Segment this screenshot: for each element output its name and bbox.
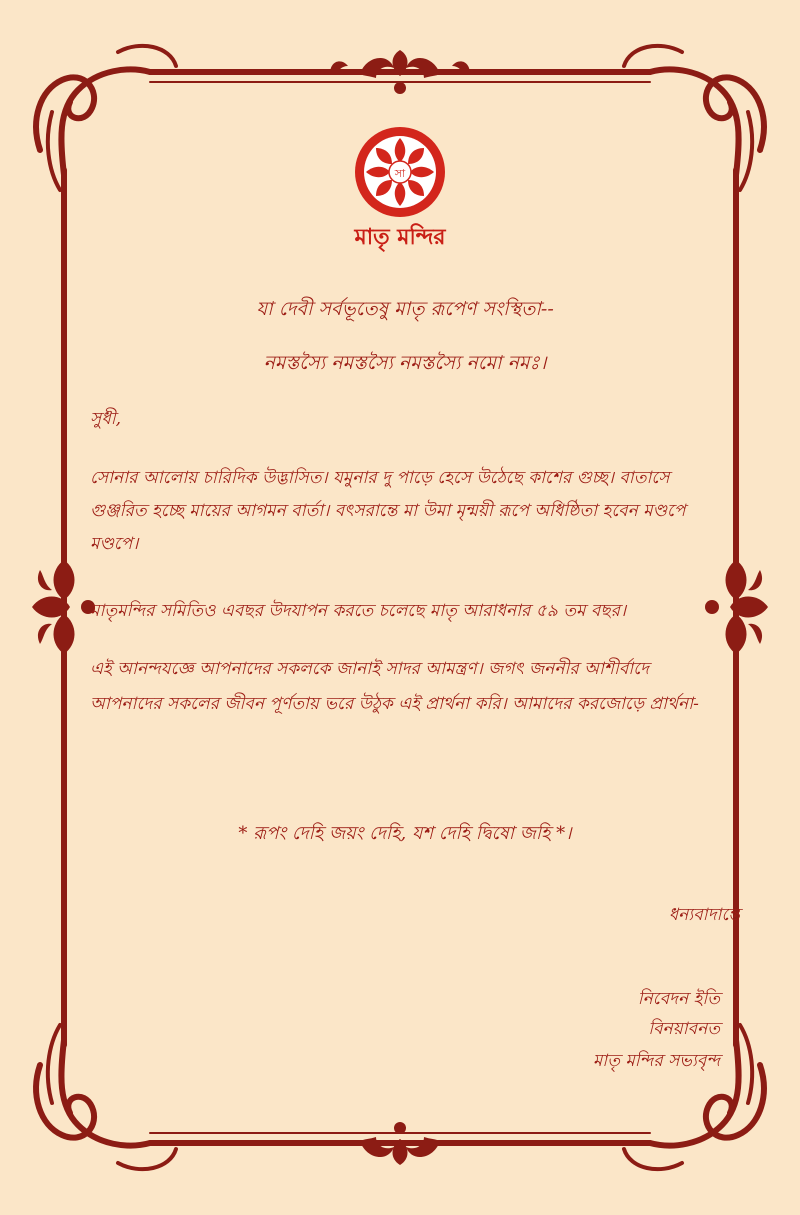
left-side-ornament	[32, 560, 95, 654]
lotus-emblem-icon	[354, 126, 446, 218]
closing-thanks: ধন্যবাদান্তে	[668, 905, 740, 925]
organization-name: মাতৃ মন্দির	[354, 224, 446, 250]
corner-ornament-bottom-left	[36, 1025, 176, 1169]
closing-line-2: বিনয়াবনত	[648, 1019, 720, 1039]
blessing-line: * রূপং দেহি জয়ং দেহি, যশ দেহি দ্বিষো জহি *।	[238, 823, 572, 844]
paragraph-2: মাতৃমন্দির সমিতিও এবছর উদযাপন করতে চলেছে মাতৃ আরাধনার ৫৯ তম বছর।	[90, 601, 627, 621]
closing-line-1: নিবেদন ইতি	[637, 989, 720, 1009]
logo-mark: সা	[394, 167, 406, 180]
closing-line-3: মাতৃ মন্দির সভ্যবৃন্দ	[592, 1051, 720, 1071]
bottom-center-ornament	[360, 1122, 440, 1165]
paragraph-1: সোনার আলোয় চারিদিক উদ্ভাসিত। যমুনার দু পাড়ে হেসে উঠেছে কাশের গুচ্ছ। বাতাসে গুঞ্জরিত হচ্ছে মায়ের আগমন বার্তা। বৎসরান্তে মা উমা মৃন্ময়ী রূপে অধিষ্ঠিতা হবেন মণ্ডপে মণ্ডপে।	[90, 468, 686, 554]
corner-ornament-bottom-right	[624, 1025, 764, 1169]
salutation: সুধী,	[90, 409, 122, 429]
corner-ornament-top-left	[36, 46, 176, 190]
mantra-line-2: নমস্তস্যৈ নমস্তস্যৈ নমস্তস্যৈ নমো নমঃ।	[263, 352, 547, 374]
paragraph-3: এই আনন্দযজ্ঞে আপনাদের সকলকে জানাই সাদর আমন্ত্রণ। জগৎ জননীর আশীর্বাদে আপনাদের সকলের জীবন পূর্ণতায় ভরে উঠুক এই প্রার্থনা করি। আমাদের করজোড়ে প্রার্থনা-	[90, 659, 699, 714]
mantra-line-1: যা দেবী সর্বভূতেষু মাতৃ রূপেণ সংস্থিতা--	[256, 298, 554, 320]
corner-ornament-top-right	[624, 46, 764, 190]
